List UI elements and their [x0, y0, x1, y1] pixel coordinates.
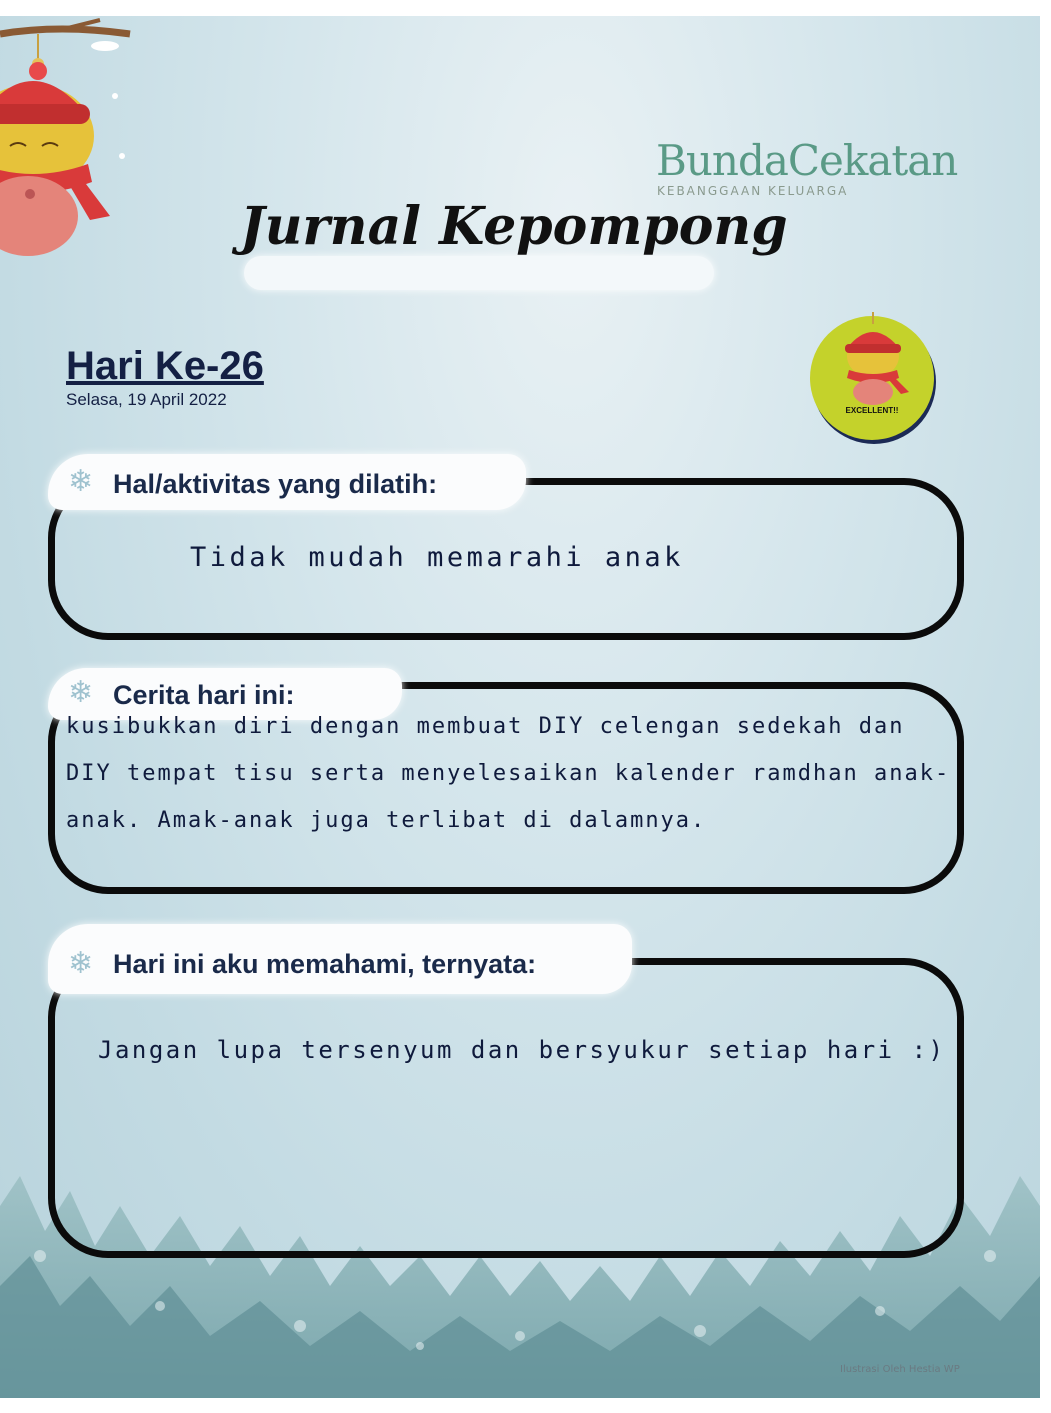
section-heading-activity: Hal/aktivitas yang dilatih: [113, 469, 438, 499]
activity-text: Tidak mudah memarahi anak [190, 542, 684, 573]
story-line-3: anak. Amak-anak juga terlibat di dalamnya. [66, 808, 707, 833]
day-title: Hari Ke-26 [66, 344, 264, 388]
journal-page [0, 16, 1040, 1398]
badge-label: EXCELLENT!! [845, 406, 899, 415]
insight-text: Jangan lupa tersenyum dan bersyukur setiap hari :) [98, 1036, 946, 1064]
title-brush [244, 256, 714, 290]
brand-logo: BundaCekatan [656, 136, 958, 185]
snowflake-icon: ❄ [68, 464, 94, 499]
brand-tagline: KEBANGGAAN KELUARGA [657, 184, 849, 198]
hanging-ornament-icon [0, 16, 135, 256]
day-date: Selasa, 19 April 2022 [66, 390, 227, 409]
snowflake-icon: ❄ [68, 946, 94, 981]
story-line-2: DIY tempat tisu serta menyelesaikan kalender ramdhan anak- [66, 761, 951, 786]
section-box-insight [48, 958, 964, 1258]
story-line-1: kusibukkan diri dengan membuat DIY celengan sedekah dan [66, 714, 905, 739]
illustration-credit: Ilustrasi Oleh Hestia WP [840, 1364, 960, 1375]
section-heading-story: Cerita hari ini: [113, 680, 295, 710]
cocoon-mascot-icon [835, 312, 911, 406]
snowflake-icon: ❄ [68, 675, 94, 710]
journal-title: Jurnal Kepompong [240, 196, 788, 257]
section-heading-insight: Hari ini aku memahami, ternyata: [113, 949, 537, 979]
